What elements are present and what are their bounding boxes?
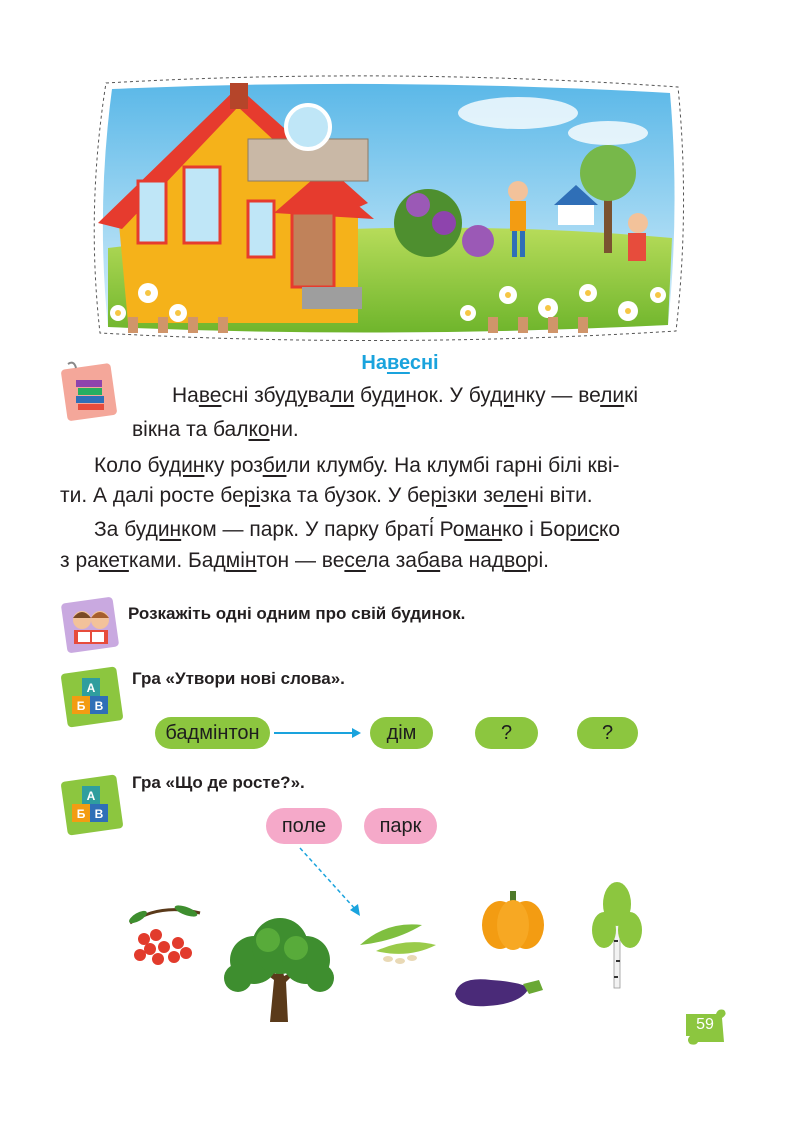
svg-text:А: А [86,789,96,803]
text-segment: тон — ве [256,549,345,572]
text-segment: ли клумбу. На клумбі гарні білі кві- [286,454,620,477]
text-segment: рі. [526,549,549,572]
pumpkin-image [478,889,548,951]
task-tell-about-house: Розкажіть одні одним про свій будинок. [128,604,466,623]
alphabet-blocks-icon [60,772,126,838]
word-pill-badminton: бадмінтон [155,717,270,749]
place-pill-pole: поле [266,808,342,844]
story-title: Навесні [361,352,439,374]
text-segment: ком — парк. У парку браті [181,518,434,541]
text-segment: вікна та бал [132,418,249,441]
task-form-new-words: Гра «Утвори нові слова». [132,669,345,688]
text-segment: ками. Бад [128,549,226,572]
text-segment: зки зе [446,484,504,507]
stressed-syllable: ди [490,384,515,407]
text-segment: За бу [94,518,146,541]
dashed-arrow-icon [298,846,368,922]
text-segment: На [172,384,199,407]
stressed-syllable: ле [503,484,528,507]
text-segment: ла за [365,549,417,572]
task-what-grows-where: Гра «Що де росте?». [132,773,305,792]
story-line-2 [132,416,299,444]
stressed-syllable: ду [284,384,308,407]
text-segment: нок. У бу [405,384,491,407]
story-line-1 [172,382,638,410]
svg-text:В: В [94,699,104,713]
stressed-syllable: се [344,549,366,572]
stressed-syllable: дин [145,518,182,541]
text-segment: ко [599,518,621,541]
house-garden-illustration [88,73,688,345]
stressed-syllable: рис [565,518,599,541]
text-segment: зка та бузок. У бе [260,484,431,507]
story-line-6 [60,547,549,575]
text-segment: ні віти. [527,484,593,507]
children-reading-icon [60,594,122,656]
stressed-syllable: рі [430,484,447,507]
word-pill-question-2: ? [577,717,638,749]
text-segment: ти. А далі росте бе [60,484,244,507]
page-number: 59 [696,1016,714,1033]
text-segment: кі [624,384,638,407]
stressed-syllable: ли [330,384,355,407]
text-segment: нку — ве [514,384,601,407]
text-segment: Коло бу [94,454,169,477]
story-line-4 [60,482,593,510]
text-segment: бу [354,384,382,407]
eggplant-image [451,970,546,1010]
stressed-syllable: ли [600,384,625,407]
text-segment: сні збу [221,384,285,407]
place-pill-park: парк [364,808,437,844]
alphabet-blocks-icon [60,664,126,730]
story-line-5 [94,516,620,544]
stressed-syllable: во [504,549,527,572]
svg-text:Б: Б [76,699,86,713]
text-segment: Ро [433,518,465,541]
word-pill-dim: дім [370,717,433,749]
stressed-syllable: ба [416,549,441,572]
stressed-syllable: ди [381,384,406,407]
story-line-3 [94,452,620,480]
stressed-syllable: ко [248,418,270,441]
arrow-right-icon [272,726,362,740]
text-segment: з ра [60,549,99,572]
stressed-syllable: би [262,454,287,477]
text-segment: ва над [440,549,505,572]
svg-text:В: В [94,807,104,821]
word-pill-question-1: ? [475,717,538,749]
birch-tree-image [590,880,645,990]
text-segment: ва [307,384,331,407]
text-segment: ко і Бо [502,518,566,541]
oak-tree-image [218,918,338,1023]
stressed-syllable: кет [98,549,129,572]
stressed-syllable: ве [198,384,222,407]
books-icon [60,360,120,424]
text-segment: ни. [269,418,299,441]
beans-image [356,915,440,965]
stressed-syllable: мін [225,549,257,572]
text-segment: ку роз [204,454,263,477]
stressed-syllable: ман [464,518,503,541]
svg-text:А: А [86,681,96,695]
stressed-syllable: рі [243,484,261,507]
stressed-syllable: дин [168,454,205,477]
svg-text:Б: Б [76,807,86,821]
rowan-berries-image [120,903,205,973]
